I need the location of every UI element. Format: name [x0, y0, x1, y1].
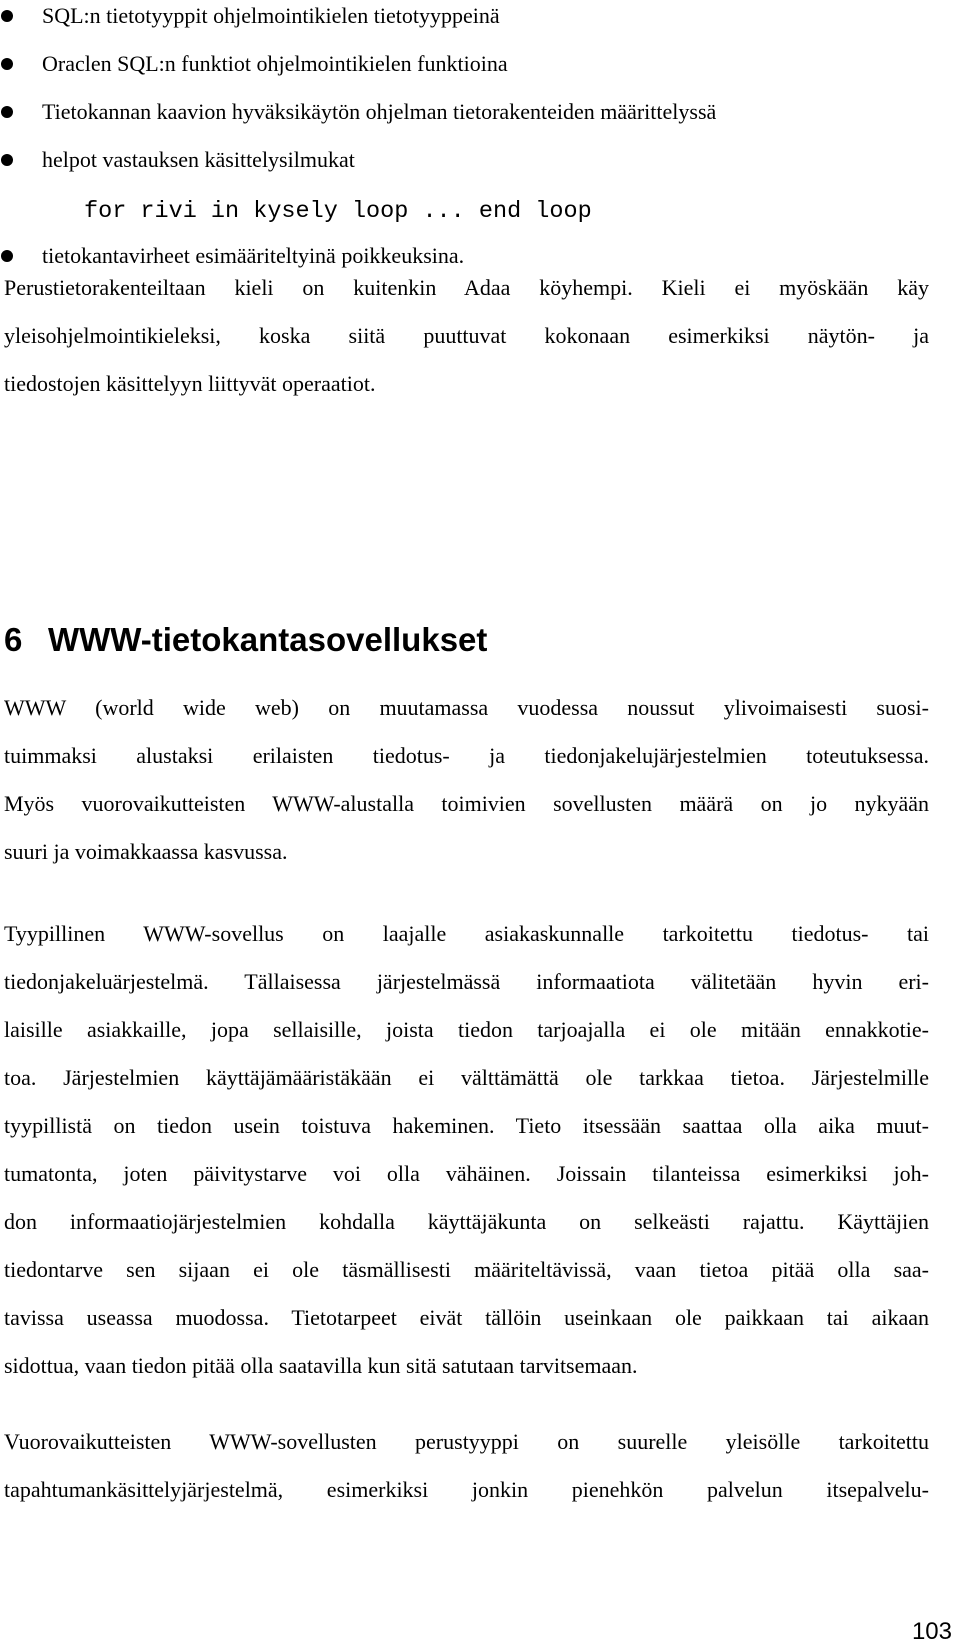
- paragraph-line: toa. Järjestelmien käyttäjämääristäkään ei välttämättä ole tarkkaa tietoa. Järjestelmille: [4, 1065, 929, 1090]
- paragraph-line: Perustietorakenteiltaan kieli on kuitenkin Adaa köyhempi. Kieli ei myöskään käy: [4, 275, 929, 300]
- paragraph-line: tumatonta, joten päivitystarve voi olla vähäinen. Joissain tilanteissa esimerkiksi joh-: [4, 1161, 929, 1186]
- bullet-text: Oraclen SQL:n funktiot ohjelmointikielen funktioina: [42, 51, 508, 76]
- bullet-text: Tietokannan kaavion hyväksikäytön ohjelman tietorakenteiden määrittelyssä: [42, 99, 717, 124]
- bullet-item: [0, 0, 940, 48]
- feature-bullet-list: [0, 0, 940, 288]
- paragraph-line: tiedostojen käsittelyyn liittyvät operaatiot.: [4, 371, 376, 396]
- section-number: 6: [4, 621, 23, 658]
- paragraph-line: tiedontarve sen sijaan ei ole täsmällisesti määriteltävissä, vaan tietoa pitää olla saa-: [4, 1257, 929, 1282]
- bullet-icon: [1, 10, 13, 22]
- bullet-item: [0, 144, 940, 192]
- page-number: 103: [911, 1618, 952, 1645]
- paragraph-line: Vuorovaikutteisten WWW-sovellusten perustyyppi on suurelle yleisölle tarkoitettu: [4, 1429, 929, 1454]
- bullet-icon: [1, 58, 13, 70]
- paragraph-typical-www-application: [4, 910, 929, 1390]
- paragraph-line: tiedonjakeluärjestelmä. Tällaisessa järjestelmässä informaatiota välitetään hyvin eri-: [4, 969, 929, 994]
- paragraph-language-limits: [4, 264, 929, 408]
- bullet-icon: [1, 106, 13, 118]
- bullet-icon: [1, 154, 13, 166]
- paragraph-line: tuimmaksi alustaksi erilaisten tiedotus- ja tiedonjakelujärjestelmien toteutuksessa.: [4, 743, 929, 768]
- paragraph-interactive-www: [4, 1418, 929, 1514]
- paragraph-line: suuri ja voimakkaassa kasvussa.: [4, 839, 288, 864]
- code-example: for rivi in kysely loop ... end loop: [84, 198, 592, 225]
- paragraph-line: Tyypillinen WWW-sovellus on laajalle asiakaskunnalle tarkoitettu tiedotus- tai: [4, 921, 929, 946]
- paragraph-line: don informaatiojärjestelmien kohdalla käyttäjäkunta on selkeästi rajattu. Käyttäjien: [4, 1209, 929, 1234]
- paragraph-line: yleisohjelmointikieleksi, koska siitä puuttuvat kokonaan esimerkiksi näytön- ja: [4, 323, 929, 348]
- paragraph-line: tyypillistä on tiedon usein toistuva hakeminen. Tieto itsessään saattaa olla aika muut-: [4, 1113, 929, 1138]
- paragraph-line: sidottua, vaan tiedon pitää olla saatavilla kun sitä satutaan tarvitsemaan.: [4, 1353, 638, 1378]
- bullet-text: helpot vastauksen käsittelysilmukat: [42, 147, 355, 172]
- bullet-item: [0, 96, 940, 144]
- bullet-item: [0, 48, 940, 96]
- section-heading: [4, 620, 487, 660]
- bullet-icon: [1, 250, 13, 262]
- bullet-text: SQL:n tietotyyppit ohjelmointikielen tietotyyppeinä: [42, 3, 500, 28]
- paragraph-line: WWW (world wide web) on muutamassa vuodessa noussut ylivoimaisesti suosi-: [4, 695, 929, 720]
- paragraph-line: tavissa useassa muodossa. Tietotarpeet eivät tällöin useinkaan ole paikkaan tai aikaan: [4, 1305, 929, 1330]
- section-title: WWW-tietokantasovellukset: [48, 621, 488, 658]
- paragraph-line: Myös vuorovaikutteisten WWW-alustalla toimivien sovellusten määrä on jo nykyään: [4, 791, 929, 816]
- paragraph-line: tapahtumankäsittelyjärjestelmä, esimerkiksi jonkin pienehkön palvelun itsepalvelu-: [4, 1477, 929, 1502]
- paragraph-line: laisille asiakkaille, jopa sellaisille, joista tiedon tarjoajalla ei ole mitään ennakkotie-: [4, 1017, 929, 1042]
- paragraph-www-intro: [4, 684, 929, 876]
- bullet-text: tietokantavirheet esimääriteltyinä poikkeuksina.: [42, 243, 465, 268]
